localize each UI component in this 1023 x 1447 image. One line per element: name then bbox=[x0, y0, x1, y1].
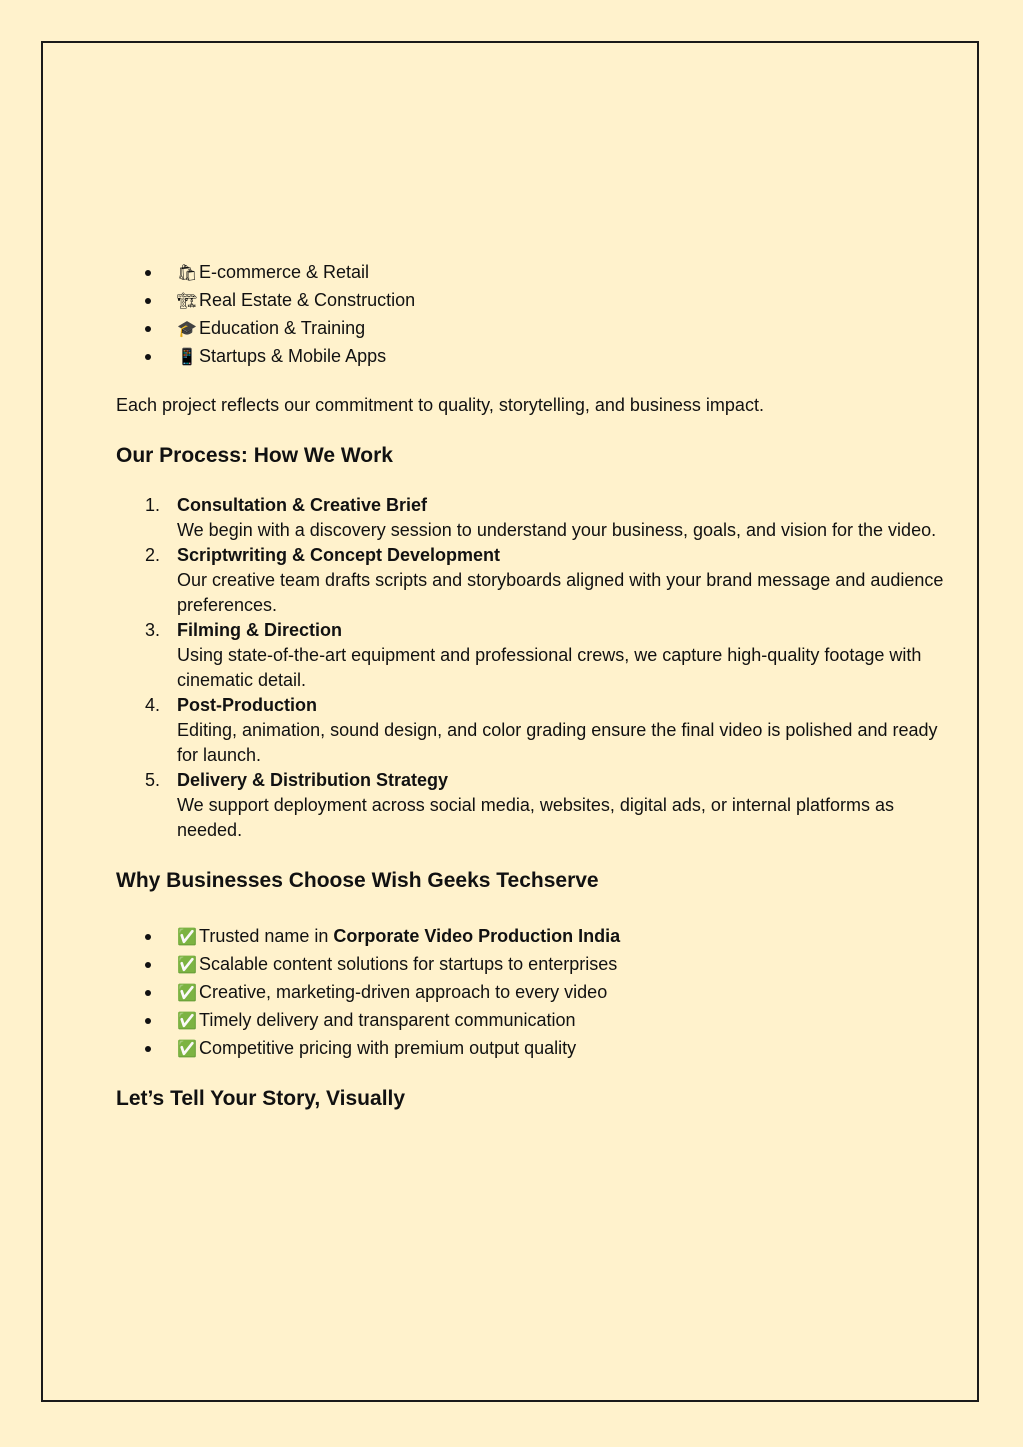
industry-label: Startups & Mobile Apps bbox=[199, 346, 387, 366]
reason-text: Competitive pricing with premium output quality bbox=[199, 1038, 577, 1058]
industries-list bbox=[116, 258, 946, 370]
industry-label: Education & Training bbox=[199, 318, 366, 338]
check-mark-icon: ✅ bbox=[177, 1011, 197, 1030]
industry-label: E-commerce & Retail bbox=[199, 262, 370, 282]
bullet-dot bbox=[145, 326, 151, 332]
list-item bbox=[116, 286, 946, 314]
reason-text: Timely delivery and transparent communication bbox=[199, 1010, 576, 1030]
closing-heading: Let’s Tell Your Story, Visually bbox=[116, 1087, 406, 1110]
graduation-cap-icon: 🎓 bbox=[177, 319, 197, 338]
check-mark-icon: ✅ bbox=[177, 927, 197, 946]
list-item bbox=[116, 978, 946, 1006]
list-item bbox=[116, 950, 946, 978]
step-title: Delivery & Distribution Strategy bbox=[177, 770, 449, 790]
list-item bbox=[116, 1006, 946, 1034]
step-title: Consultation & Creative Brief bbox=[177, 495, 428, 515]
reason-text: Trusted name in bbox=[199, 926, 334, 946]
process-step bbox=[116, 543, 946, 618]
bullet-dot bbox=[145, 298, 151, 304]
list-item bbox=[116, 314, 946, 342]
reason-text: Scalable content solutions for startups to enterprises bbox=[199, 954, 618, 974]
step-description: Editing, animation, sound design, and color grading ensure the final video is polished and ready for launch. bbox=[177, 720, 938, 765]
list-item bbox=[116, 258, 946, 286]
check-mark-icon: ✅ bbox=[177, 955, 197, 974]
bullet-dot bbox=[145, 962, 151, 968]
step-title: Post-Production bbox=[177, 695, 317, 715]
bullet-dot bbox=[145, 990, 151, 996]
step-description: Using state-of-the-art equipment and professional crews, we capture high-quality footage with cinematic detail. bbox=[177, 645, 922, 690]
reason-emphasis: Corporate Video Production India bbox=[333, 926, 621, 946]
process-heading: Our Process: How We Work bbox=[116, 444, 393, 467]
bullet-dot bbox=[145, 1018, 151, 1024]
check-mark-icon: ✅ bbox=[177, 983, 197, 1002]
why-choose-list bbox=[116, 922, 946, 1062]
step-number: 2. bbox=[145, 545, 161, 565]
step-description: Our creative team drafts scripts and storyboards aligned with your brand message and audience preferences. bbox=[177, 570, 944, 615]
bullet-dot bbox=[145, 934, 151, 940]
process-steps-list bbox=[116, 493, 946, 843]
step-number: 1. bbox=[145, 495, 161, 515]
mobile-phone-icon: 📱 bbox=[177, 347, 197, 366]
step-number: 3. bbox=[145, 620, 161, 640]
step-number: 4. bbox=[145, 695, 161, 715]
step-title: Scriptwriting & Concept Development bbox=[177, 545, 501, 565]
shopping-icon: 🛍 bbox=[177, 263, 198, 282]
step-description: We begin with a discovery session to understand your business, goals, and vision for the video. bbox=[177, 520, 937, 540]
process-step bbox=[116, 493, 946, 543]
commitment-paragraph: Each project reflects our commitment to quality, storytelling, and business impact. bbox=[116, 395, 764, 415]
building-icon: 🏗 bbox=[177, 291, 198, 310]
process-step bbox=[116, 693, 946, 768]
list-item bbox=[116, 1034, 946, 1062]
process-step bbox=[116, 618, 946, 693]
why-choose-heading: Why Businesses Choose Wish Geeks Techserve bbox=[116, 869, 599, 892]
list-item bbox=[116, 342, 946, 370]
process-step bbox=[116, 768, 946, 843]
step-number: 5. bbox=[145, 770, 161, 790]
step-title: Filming & Direction bbox=[177, 620, 343, 640]
check-mark-icon: ✅ bbox=[177, 1039, 197, 1058]
industry-label: Real Estate & Construction bbox=[199, 290, 416, 310]
document-content bbox=[116, 258, 946, 1114]
bullet-dot bbox=[145, 1046, 151, 1052]
list-item bbox=[116, 922, 946, 950]
bullet-dot bbox=[145, 354, 151, 360]
step-description: We support deployment across social media, websites, digital ads, or internal platforms as needed. bbox=[177, 795, 895, 840]
reason-text: Creative, marketing-driven approach to every video bbox=[199, 982, 608, 1002]
bullet-dot bbox=[145, 270, 151, 276]
